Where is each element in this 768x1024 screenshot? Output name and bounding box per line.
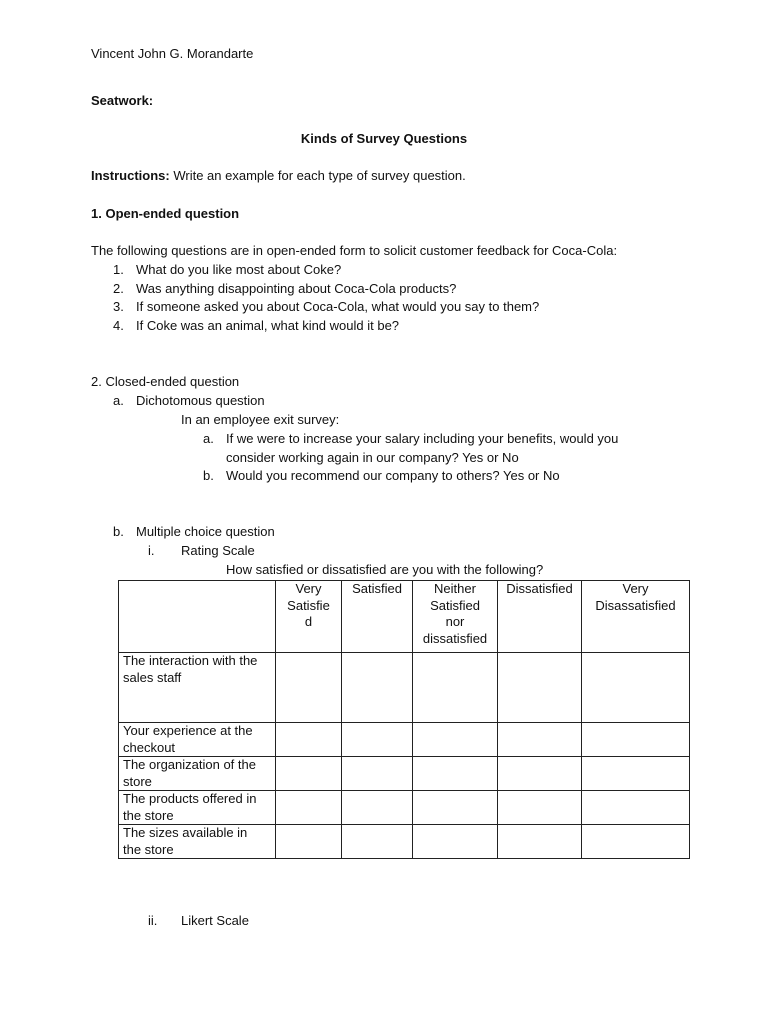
row-label-line: The sizes available in <box>123 825 248 840</box>
rating-cell <box>276 825 342 859</box>
dichotomous-context: In an employee exit survey: <box>181 412 340 427</box>
row-label-line: store <box>123 773 152 789</box>
rating-cell <box>276 791 342 825</box>
header-line: Dissatisfied <box>506 581 573 596</box>
table-row <box>119 723 690 757</box>
list-item-text: Was anything disappointing about Coca-Cola products? <box>136 281 457 296</box>
table-row <box>119 791 690 825</box>
section-1-heading: 1. Open-ended question <box>91 206 240 221</box>
table-header-row <box>119 581 690 653</box>
list-item-number: 2. <box>113 281 124 296</box>
row-label-line: The organization of the <box>123 757 256 772</box>
list-item-text: If Coke was an animal, what kind would it be? <box>136 318 400 333</box>
header-line: Satisfied <box>430 597 480 613</box>
rating-cell <box>582 791 690 825</box>
rating-cell <box>276 757 342 791</box>
rating-cell <box>413 757 498 791</box>
table-row <box>119 825 690 859</box>
table-corner-cell <box>119 581 276 653</box>
rating-cell <box>582 757 690 791</box>
author-name: Vincent John G. Morandarte <box>91 46 254 61</box>
rating-scale-table <box>118 580 690 859</box>
header-line: Satisfied <box>352 581 402 596</box>
rating-cell <box>498 653 582 723</box>
rating-cell <box>498 723 582 757</box>
dichotomous-label: Dichotomous question <box>136 393 265 408</box>
row-label-line: Your experience at the <box>123 723 253 738</box>
header-line: nor <box>445 614 465 629</box>
rating-cell <box>342 825 413 859</box>
table-row <box>119 757 690 791</box>
header-line: d <box>304 614 313 629</box>
row-label <box>119 723 276 757</box>
rating-cell <box>582 723 690 757</box>
row-label-line: The interaction with the <box>123 653 258 668</box>
rating-cell <box>276 653 342 723</box>
section-2-heading: 2. Closed-ended question <box>91 374 240 389</box>
rating-cell <box>342 653 413 723</box>
column-header-very-dissatisfied <box>582 581 690 653</box>
header-line: Neither <box>434 581 476 596</box>
question-text-line: If we were to increase your salary including your benefits, would you <box>226 431 619 446</box>
rating-cell <box>276 723 342 757</box>
rating-cell <box>498 757 582 791</box>
row-label-line: the store <box>123 807 174 823</box>
likert-scale-label: Likert Scale <box>181 913 249 928</box>
rating-cell <box>342 723 413 757</box>
seatwork-label: Seatwork: <box>91 93 154 108</box>
question-text-line: Would you recommend our company to others? Yes or No <box>226 468 560 483</box>
question-marker: b. <box>203 468 214 483</box>
multiple-choice-label: Multiple choice question <box>136 524 275 539</box>
rating-cell <box>582 825 690 859</box>
rating-scale-label: Rating Scale <box>181 543 255 558</box>
row-label <box>119 825 276 859</box>
rating-cell <box>582 653 690 723</box>
row-label-line: The products offered in <box>123 791 257 806</box>
row-label <box>119 653 276 723</box>
list-item-text: What do you like most about Coke? <box>136 262 342 277</box>
header-line: Satisfie <box>287 597 330 613</box>
subsection-marker: b. <box>113 524 124 539</box>
roman-marker: ii. <box>148 913 158 928</box>
header-line: Disassatisfied <box>595 597 676 613</box>
list-item-number: 3. <box>113 299 124 314</box>
section-1-intro: The following questions are in open-ended form to solicit customer feedback for Coca-Cola: <box>91 243 618 258</box>
list-item-number: 1. <box>113 262 124 277</box>
subsection-marker: a. <box>113 393 124 408</box>
instructions-label: Instructions: <box>91 168 170 183</box>
page-title: Kinds of Survey Questions <box>300 131 468 146</box>
row-label-line: the store <box>123 841 174 857</box>
row-label-line: checkout <box>123 739 176 755</box>
header-line: Very <box>622 581 649 596</box>
instructions-text: Write an example for each type of survey question. <box>169 168 466 183</box>
list-item-text: If someone asked you about Coca-Cola, what would you say to them? <box>136 299 540 314</box>
question-marker: a. <box>203 431 214 446</box>
rating-cell <box>413 825 498 859</box>
rating-cell <box>498 825 582 859</box>
instructions <box>91 167 466 185</box>
column-header-very-satisfied <box>276 581 342 653</box>
column-header-neither <box>413 581 498 653</box>
column-header-satisfied <box>342 581 413 653</box>
column-header-dissatisfied <box>498 581 582 653</box>
rating-cell <box>342 791 413 825</box>
question-text-line: consider working again in our company? Yes or No <box>226 450 519 465</box>
rating-cell <box>498 791 582 825</box>
row-label <box>119 791 276 825</box>
row-label <box>119 757 276 791</box>
rating-cell <box>413 653 498 723</box>
header-line: dissatisfied <box>422 630 488 646</box>
rating-cell <box>342 757 413 791</box>
list-item-number: 4. <box>113 318 124 333</box>
rating-scale-prompt: How satisfied or dissatisfied are you with the following? <box>226 562 544 577</box>
rating-cell <box>413 723 498 757</box>
header-line: Very <box>295 581 322 596</box>
row-label-line: sales staff <box>123 669 182 685</box>
rating-cell <box>413 791 498 825</box>
roman-marker: i. <box>148 543 155 558</box>
table-row <box>119 653 690 723</box>
